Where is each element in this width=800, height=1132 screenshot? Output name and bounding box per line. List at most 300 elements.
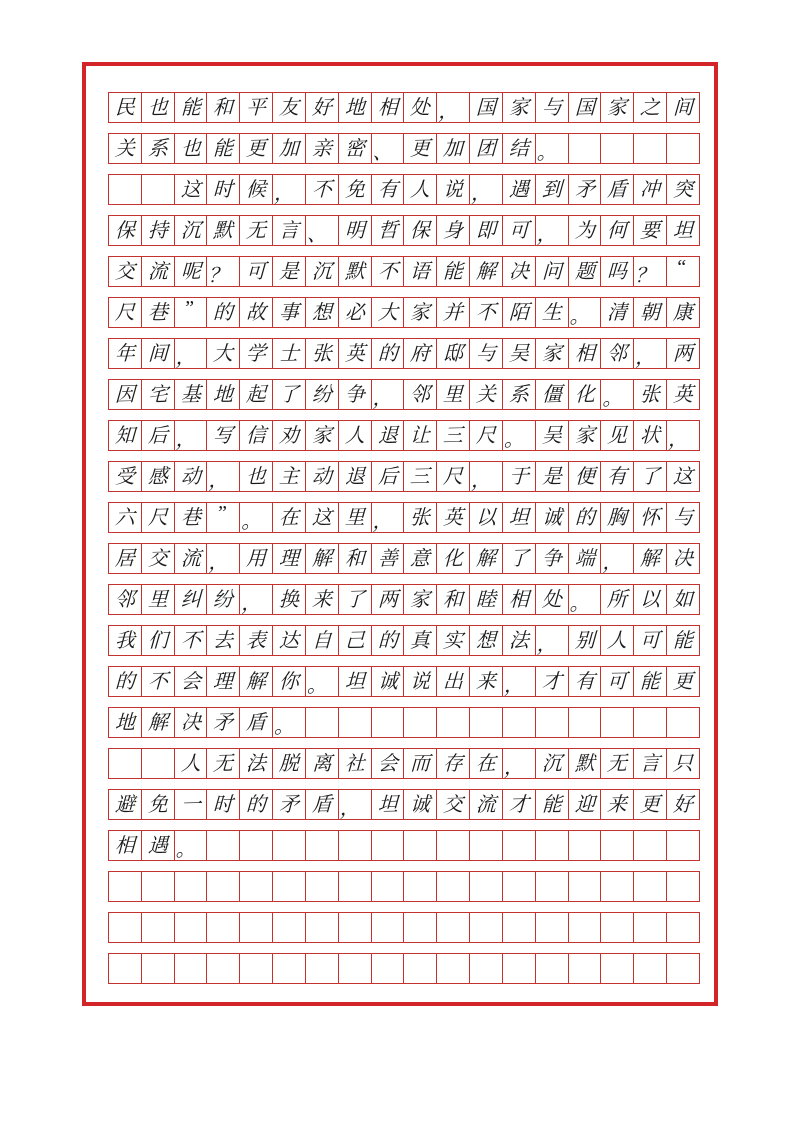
character-cell[interactable] — [175, 667, 208, 696]
character-cell[interactable] — [306, 175, 339, 204]
character-cell[interactable] — [536, 749, 569, 778]
character-cell[interactable] — [273, 626, 306, 655]
character-cell[interactable] — [142, 421, 175, 450]
character-cell[interactable] — [503, 667, 536, 696]
character-cell[interactable] — [207, 421, 240, 450]
character-cell[interactable] — [634, 257, 667, 286]
character-cell[interactable] — [339, 462, 372, 491]
character-cell[interactable] — [667, 380, 700, 409]
character-cell[interactable] — [372, 667, 405, 696]
character-cell[interactable] — [404, 339, 437, 368]
character-cell[interactable] — [109, 339, 142, 368]
character-cell[interactable] — [142, 380, 175, 409]
character-cell[interactable] — [306, 790, 339, 819]
character-cell[interactable] — [470, 790, 503, 819]
character-cell[interactable] — [175, 831, 208, 860]
character-cell[interactable] — [503, 257, 536, 286]
character-cell[interactable] — [339, 380, 372, 409]
character-cell[interactable] — [207, 298, 240, 327]
character-cell[interactable] — [240, 380, 273, 409]
character-cell[interactable] — [175, 503, 208, 532]
character-cell[interactable] — [109, 462, 142, 491]
character-cell[interactable] — [634, 216, 667, 245]
character-cell[interactable] — [109, 93, 142, 122]
character-cell[interactable] — [175, 585, 208, 614]
empty-cell[interactable] — [634, 913, 667, 942]
character-cell[interactable] — [667, 667, 700, 696]
character-cell[interactable] — [207, 134, 240, 163]
empty-cell[interactable] — [207, 913, 240, 942]
character-cell[interactable] — [273, 749, 306, 778]
character-cell[interactable] — [207, 93, 240, 122]
empty-cell[interactable] — [470, 831, 503, 860]
character-cell[interactable] — [273, 298, 306, 327]
empty-cell[interactable] — [109, 954, 142, 983]
character-cell[interactable] — [109, 134, 142, 163]
character-cell[interactable] — [536, 667, 569, 696]
character-cell[interactable] — [207, 667, 240, 696]
character-cell[interactable] — [339, 175, 372, 204]
character-cell[interactable] — [339, 134, 372, 163]
character-cell[interactable] — [306, 749, 339, 778]
character-cell[interactable] — [240, 216, 273, 245]
character-cell[interactable] — [240, 749, 273, 778]
character-cell[interactable] — [109, 257, 142, 286]
character-cell[interactable] — [142, 462, 175, 491]
character-cell[interactable] — [339, 257, 372, 286]
character-cell[interactable] — [207, 749, 240, 778]
empty-cell[interactable] — [601, 708, 634, 737]
character-cell[interactable] — [503, 626, 536, 655]
character-cell[interactable] — [601, 790, 634, 819]
character-cell[interactable] — [339, 790, 372, 819]
character-cell[interactable] — [437, 544, 470, 573]
character-cell[interactable] — [667, 790, 700, 819]
character-cell[interactable] — [372, 790, 405, 819]
character-cell[interactable] — [175, 257, 208, 286]
character-cell[interactable] — [437, 585, 470, 614]
character-cell[interactable] — [437, 749, 470, 778]
character-cell[interactable] — [601, 626, 634, 655]
empty-cell[interactable] — [601, 913, 634, 942]
character-cell[interactable] — [470, 339, 503, 368]
character-cell[interactable] — [142, 544, 175, 573]
character-cell[interactable] — [470, 175, 503, 204]
character-cell[interactable] — [437, 339, 470, 368]
empty-cell[interactable] — [273, 954, 306, 983]
character-cell[interactable] — [536, 462, 569, 491]
character-cell[interactable] — [339, 503, 372, 532]
character-cell[interactable] — [372, 216, 405, 245]
character-cell[interactable] — [404, 298, 437, 327]
empty-cell[interactable] — [240, 913, 273, 942]
character-cell[interactable] — [372, 380, 405, 409]
character-cell[interactable] — [437, 298, 470, 327]
empty-cell[interactable] — [503, 913, 536, 942]
empty-cell[interactable] — [503, 831, 536, 860]
character-cell[interactable] — [536, 175, 569, 204]
empty-cell[interactable] — [273, 913, 306, 942]
character-cell[interactable] — [634, 339, 667, 368]
character-cell[interactable] — [273, 708, 306, 737]
character-cell[interactable] — [306, 667, 339, 696]
empty-cell[interactable] — [536, 708, 569, 737]
character-cell[interactable] — [470, 503, 503, 532]
empty-cell[interactable] — [667, 134, 700, 163]
character-cell[interactable] — [601, 503, 634, 532]
character-cell[interactable] — [437, 216, 470, 245]
empty-cell[interactable] — [437, 913, 470, 942]
empty-cell[interactable] — [569, 708, 602, 737]
empty-cell[interactable] — [667, 954, 700, 983]
empty-cell[interactable] — [142, 954, 175, 983]
empty-cell[interactable] — [175, 872, 208, 901]
empty-cell[interactable] — [569, 913, 602, 942]
character-cell[interactable] — [536, 544, 569, 573]
character-cell[interactable] — [470, 667, 503, 696]
empty-cell[interactable] — [634, 831, 667, 860]
character-cell[interactable] — [569, 462, 602, 491]
character-cell[interactable] — [569, 216, 602, 245]
character-cell[interactable] — [142, 134, 175, 163]
empty-cell[interactable] — [109, 872, 142, 901]
empty-cell[interactable] — [634, 134, 667, 163]
character-cell[interactable] — [207, 339, 240, 368]
character-cell[interactable] — [273, 216, 306, 245]
character-cell[interactable] — [601, 93, 634, 122]
empty-cell[interactable] — [339, 872, 372, 901]
character-cell[interactable] — [601, 462, 634, 491]
character-cell[interactable] — [601, 339, 634, 368]
character-cell[interactable] — [175, 626, 208, 655]
character-cell[interactable] — [240, 626, 273, 655]
character-cell[interactable] — [601, 257, 634, 286]
character-cell[interactable] — [109, 585, 142, 614]
character-cell[interactable] — [503, 298, 536, 327]
character-cell[interactable] — [634, 749, 667, 778]
character-cell[interactable] — [667, 175, 700, 204]
character-cell[interactable] — [667, 93, 700, 122]
character-cell[interactable] — [142, 93, 175, 122]
empty-cell[interactable] — [306, 831, 339, 860]
character-cell[interactable] — [109, 667, 142, 696]
character-cell[interactable] — [273, 790, 306, 819]
character-cell[interactable] — [339, 749, 372, 778]
character-cell[interactable] — [601, 380, 634, 409]
character-cell[interactable] — [536, 585, 569, 614]
character-cell[interactable] — [437, 257, 470, 286]
character-cell[interactable] — [634, 626, 667, 655]
character-cell[interactable] — [569, 503, 602, 532]
character-cell[interactable] — [273, 667, 306, 696]
character-cell[interactable] — [470, 421, 503, 450]
character-cell[interactable] — [503, 380, 536, 409]
character-cell[interactable] — [142, 216, 175, 245]
character-cell[interactable] — [372, 544, 405, 573]
character-cell[interactable] — [306, 421, 339, 450]
character-cell[interactable] — [634, 544, 667, 573]
character-cell[interactable] — [470, 749, 503, 778]
character-cell[interactable] — [437, 175, 470, 204]
character-cell[interactable] — [273, 339, 306, 368]
character-cell[interactable] — [634, 421, 667, 450]
character-cell[interactable] — [240, 175, 273, 204]
empty-cell[interactable] — [470, 708, 503, 737]
character-cell[interactable] — [372, 339, 405, 368]
character-cell[interactable] — [569, 298, 602, 327]
character-cell[interactable] — [306, 134, 339, 163]
character-cell[interactable] — [667, 544, 700, 573]
character-cell[interactable] — [470, 134, 503, 163]
character-cell[interactable] — [569, 380, 602, 409]
character-cell[interactable] — [273, 257, 306, 286]
character-cell[interactable] — [667, 257, 700, 286]
character-cell[interactable] — [142, 298, 175, 327]
character-cell[interactable] — [142, 257, 175, 286]
character-cell[interactable] — [142, 831, 175, 860]
character-cell[interactable] — [470, 544, 503, 573]
character-cell[interactable] — [109, 544, 142, 573]
character-cell[interactable] — [536, 339, 569, 368]
character-cell[interactable] — [306, 544, 339, 573]
character-cell[interactable] — [109, 216, 142, 245]
empty-cell[interactable] — [437, 831, 470, 860]
character-cell[interactable] — [503, 93, 536, 122]
character-cell[interactable] — [175, 216, 208, 245]
character-cell[interactable] — [175, 298, 208, 327]
empty-cell[interactable] — [404, 831, 437, 860]
empty-cell[interactable] — [667, 708, 700, 737]
character-cell[interactable] — [207, 626, 240, 655]
character-cell[interactable] — [240, 585, 273, 614]
character-cell[interactable] — [142, 339, 175, 368]
character-cell[interactable] — [273, 175, 306, 204]
empty-cell[interactable] — [569, 872, 602, 901]
character-cell[interactable] — [569, 585, 602, 614]
character-cell[interactable] — [207, 216, 240, 245]
character-cell[interactable] — [339, 544, 372, 573]
character-cell[interactable] — [667, 585, 700, 614]
character-cell[interactable] — [109, 708, 142, 737]
character-cell[interactable] — [175, 175, 208, 204]
character-cell[interactable] — [404, 626, 437, 655]
character-cell[interactable] — [175, 749, 208, 778]
empty-cell[interactable] — [601, 954, 634, 983]
character-cell[interactable] — [240, 93, 273, 122]
character-cell[interactable] — [175, 462, 208, 491]
empty-cell[interactable] — [372, 872, 405, 901]
character-cell[interactable] — [273, 421, 306, 450]
character-cell[interactable] — [667, 626, 700, 655]
character-cell[interactable] — [339, 216, 372, 245]
character-cell[interactable] — [667, 749, 700, 778]
character-cell[interactable] — [109, 380, 142, 409]
character-cell[interactable] — [634, 667, 667, 696]
character-cell[interactable] — [273, 585, 306, 614]
character-cell[interactable] — [437, 790, 470, 819]
empty-cell[interactable] — [306, 954, 339, 983]
character-cell[interactable] — [503, 585, 536, 614]
character-cell[interactable] — [569, 790, 602, 819]
character-cell[interactable] — [536, 257, 569, 286]
empty-cell[interactable] — [437, 708, 470, 737]
character-cell[interactable] — [470, 462, 503, 491]
character-cell[interactable] — [175, 380, 208, 409]
character-cell[interactable] — [667, 421, 700, 450]
empty-cell[interactable] — [372, 708, 405, 737]
character-cell[interactable] — [437, 667, 470, 696]
empty-cell[interactable] — [339, 831, 372, 860]
character-cell[interactable] — [536, 503, 569, 532]
empty-cell[interactable] — [503, 954, 536, 983]
character-cell[interactable] — [634, 380, 667, 409]
character-cell[interactable] — [240, 667, 273, 696]
character-cell[interactable] — [240, 503, 273, 532]
character-cell[interactable] — [207, 257, 240, 286]
character-cell[interactable] — [536, 216, 569, 245]
empty-cell[interactable] — [372, 913, 405, 942]
character-cell[interactable] — [207, 503, 240, 532]
empty-cell[interactable] — [634, 708, 667, 737]
character-cell[interactable] — [569, 93, 602, 122]
character-cell[interactable] — [175, 134, 208, 163]
character-cell[interactable] — [109, 421, 142, 450]
character-cell[interactable] — [306, 93, 339, 122]
character-cell[interactable] — [437, 462, 470, 491]
character-cell[interactable] — [404, 175, 437, 204]
character-cell[interactable] — [240, 462, 273, 491]
empty-cell[interactable] — [536, 831, 569, 860]
character-cell[interactable] — [372, 257, 405, 286]
empty-cell[interactable] — [667, 831, 700, 860]
character-cell[interactable] — [470, 257, 503, 286]
character-cell[interactable] — [404, 93, 437, 122]
character-cell[interactable] — [404, 257, 437, 286]
empty-cell[interactable] — [601, 872, 634, 901]
character-cell[interactable] — [207, 790, 240, 819]
character-cell[interactable] — [142, 667, 175, 696]
character-cell[interactable] — [109, 790, 142, 819]
empty-cell[interactable] — [339, 708, 372, 737]
character-cell[interactable] — [470, 298, 503, 327]
character-cell[interactable] — [372, 134, 405, 163]
character-cell[interactable] — [404, 462, 437, 491]
character-cell[interactable] — [306, 298, 339, 327]
character-cell[interactable] — [569, 175, 602, 204]
character-cell[interactable] — [503, 134, 536, 163]
character-cell[interactable] — [667, 298, 700, 327]
empty-cell[interactable] — [240, 954, 273, 983]
empty-cell[interactable] — [273, 872, 306, 901]
character-cell[interactable] — [372, 503, 405, 532]
character-cell[interactable] — [667, 339, 700, 368]
character-cell[interactable] — [240, 544, 273, 573]
empty-cell[interactable] — [404, 913, 437, 942]
empty-cell[interactable] — [372, 954, 405, 983]
empty-cell[interactable] — [536, 913, 569, 942]
character-cell[interactable] — [569, 667, 602, 696]
character-cell[interactable] — [306, 462, 339, 491]
character-cell[interactable] — [306, 339, 339, 368]
character-cell[interactable] — [207, 462, 240, 491]
empty-cell[interactable] — [306, 708, 339, 737]
character-cell[interactable] — [470, 380, 503, 409]
character-cell[interactable] — [207, 380, 240, 409]
empty-cell[interactable] — [634, 954, 667, 983]
character-cell[interactable] — [404, 380, 437, 409]
character-cell[interactable] — [372, 462, 405, 491]
empty-cell[interactable] — [569, 831, 602, 860]
character-cell[interactable] — [634, 585, 667, 614]
character-cell[interactable] — [503, 544, 536, 573]
character-cell[interactable] — [175, 339, 208, 368]
empty-cell[interactable] — [240, 872, 273, 901]
character-cell[interactable] — [372, 626, 405, 655]
character-cell[interactable] — [372, 749, 405, 778]
character-cell[interactable] — [536, 380, 569, 409]
character-cell[interactable] — [339, 585, 372, 614]
character-cell[interactable] — [175, 93, 208, 122]
character-cell[interactable] — [273, 544, 306, 573]
empty-cell[interactable] — [175, 913, 208, 942]
empty-cell[interactable] — [470, 913, 503, 942]
empty-cell[interactable] — [437, 872, 470, 901]
character-cell[interactable] — [142, 790, 175, 819]
character-cell[interactable] — [273, 462, 306, 491]
character-cell[interactable] — [601, 175, 634, 204]
character-cell[interactable] — [503, 749, 536, 778]
character-cell[interactable] — [339, 626, 372, 655]
character-cell[interactable] — [437, 134, 470, 163]
empty-cell[interactable] — [503, 708, 536, 737]
empty-cell[interactable] — [207, 831, 240, 860]
character-cell[interactable] — [503, 790, 536, 819]
empty-cell[interactable] — [306, 913, 339, 942]
character-cell[interactable] — [175, 790, 208, 819]
empty-cell[interactable] — [404, 872, 437, 901]
empty-cell[interactable] — [109, 175, 142, 204]
empty-cell[interactable] — [306, 872, 339, 901]
character-cell[interactable] — [109, 626, 142, 655]
character-cell[interactable] — [207, 585, 240, 614]
character-cell[interactable] — [240, 134, 273, 163]
character-cell[interactable] — [273, 503, 306, 532]
character-cell[interactable] — [339, 93, 372, 122]
character-cell[interactable] — [306, 626, 339, 655]
character-cell[interactable] — [404, 790, 437, 819]
character-cell[interactable] — [404, 749, 437, 778]
character-cell[interactable] — [667, 503, 700, 532]
empty-cell[interactable] — [470, 954, 503, 983]
character-cell[interactable] — [175, 421, 208, 450]
character-cell[interactable] — [634, 298, 667, 327]
character-cell[interactable] — [142, 503, 175, 532]
character-cell[interactable] — [601, 585, 634, 614]
character-cell[interactable] — [273, 380, 306, 409]
empty-cell[interactable] — [634, 872, 667, 901]
empty-cell[interactable] — [601, 831, 634, 860]
character-cell[interactable] — [569, 421, 602, 450]
character-cell[interactable] — [372, 298, 405, 327]
character-cell[interactable] — [372, 585, 405, 614]
character-cell[interactable] — [536, 134, 569, 163]
character-cell[interactable] — [339, 421, 372, 450]
character-cell[interactable] — [240, 790, 273, 819]
character-cell[interactable] — [240, 257, 273, 286]
character-cell[interactable] — [175, 708, 208, 737]
character-cell[interactable] — [306, 380, 339, 409]
empty-cell[interactable] — [569, 134, 602, 163]
